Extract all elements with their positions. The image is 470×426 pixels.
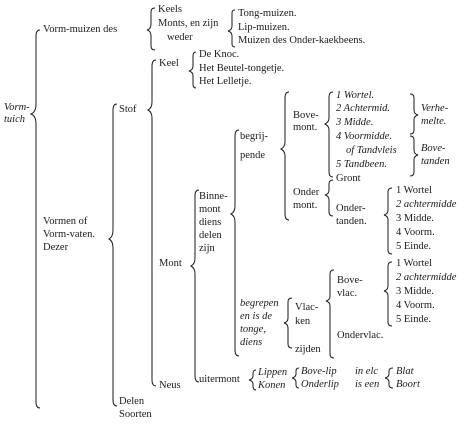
- binnemont-2: mont: [199, 204, 221, 215]
- bove-item-3: 3 Midde.: [336, 117, 374, 128]
- bovetanden-1: Bove-: [421, 143, 446, 154]
- ondertanden-2: tanden.: [336, 216, 367, 227]
- soorten-label: Soorten: [119, 409, 152, 420]
- uitermont-label: uitermont: [199, 374, 240, 385]
- onder-muizen: Muizen des Onder-kaekbeens.: [238, 35, 366, 46]
- weder-label: weder: [167, 32, 193, 43]
- vlacken-2: ken: [295, 316, 311, 327]
- boort-label: Boort: [396, 379, 420, 390]
- bv-item-5: 5 Einde.: [396, 314, 431, 325]
- monts-label: Monts, en zijn: [158, 18, 219, 29]
- vormen-label-1: Vormen of: [43, 216, 88, 227]
- root-label-2: tuich: [4, 114, 25, 125]
- begrepen-3: tonge,: [240, 324, 266, 335]
- bovevlac-1: Bove-: [337, 275, 363, 286]
- keel-lelletje: Het Lelletje.: [199, 76, 252, 87]
- keel-label: Keel: [159, 58, 179, 69]
- bovemont-2: mont.: [293, 122, 318, 133]
- root-label-1: Vorm-: [4, 102, 30, 113]
- stof-label: Stof: [119, 104, 137, 115]
- brace-uitermont: [249, 370, 256, 390]
- ot-item-4: 4 Voorm.: [396, 227, 435, 238]
- begrepen-4: diens: [240, 337, 263, 348]
- vormen-label-3: Dezer: [43, 242, 69, 253]
- keels-label: Keels: [158, 4, 182, 15]
- begrijpende-2: pende: [240, 150, 266, 161]
- brace-ondermont: [325, 180, 333, 216]
- vormen-label-2: Vorm-vaten.: [43, 229, 96, 240]
- blat-label: Blat: [396, 366, 414, 377]
- bovetanden-2: tanden: [421, 156, 450, 167]
- lip-muizen: Lip-muizen.: [238, 22, 290, 33]
- brace-bovetanden: [410, 136, 418, 176]
- brace-blat: [385, 368, 393, 388]
- bv-item-1: 1 Wortel: [396, 258, 432, 269]
- begrepen-1: begrepen: [240, 298, 279, 309]
- brace-bovevlac: [384, 262, 392, 326]
- brace-vlacken: [326, 270, 334, 358]
- bovevlac-2: vlac.: [337, 288, 358, 299]
- bove-item-5: 5 Tandbeen.: [336, 159, 387, 170]
- gront-label: Gront: [336, 173, 361, 184]
- ot-item-2: 2 achtermidde: [396, 199, 457, 210]
- bovemont-1: Bove-: [293, 110, 319, 121]
- brace-vormen: [109, 104, 117, 406]
- onderlip-label: Onderlip: [301, 379, 339, 390]
- keel-beutel: Het Beutel-tongetje.: [199, 63, 285, 74]
- bove-item-4b: of Tandvleis: [346, 145, 397, 156]
- bv-item-3: 3 Midde.: [396, 286, 434, 297]
- binnemont-3: diens: [199, 217, 222, 228]
- ondervlac-label: Ondervlac.: [337, 330, 384, 341]
- brace-verhemelte: [410, 94, 418, 134]
- begrijpende-1: begrij-: [240, 131, 268, 142]
- brace-binnemont: [231, 130, 239, 356]
- tong-muizen: Tong-muizen.: [238, 8, 297, 19]
- bove-item-1: 1 Wortel.: [336, 90, 375, 101]
- brace-begrijpende: [281, 92, 289, 220]
- bovelip-label: Bove-lip: [301, 366, 337, 377]
- delen-label: Delen: [119, 396, 145, 407]
- in-elc-label: in elc: [355, 366, 379, 377]
- is-een-label: is een: [355, 379, 380, 390]
- lippen-label: Lippen: [258, 367, 288, 378]
- brace-muizen-items: [228, 10, 235, 47]
- bove-item-4: 4 Voormidde.: [336, 131, 392, 142]
- binnemont-5: zijn: [199, 243, 215, 254]
- neus-label: Neus: [159, 380, 181, 391]
- binnemont-1: Binne-: [199, 191, 228, 202]
- brace-vorm-muizen: [147, 8, 155, 50]
- keel-knoc: De Knoc.: [199, 49, 240, 60]
- brace-lippen: [292, 368, 299, 388]
- mont-label: Mont: [159, 258, 182, 269]
- brace-bovemont: [325, 92, 333, 177]
- brace-begrepen: [284, 298, 292, 348]
- bove-item-2: 2 Achtermid.: [336, 103, 391, 114]
- brace-root: [31, 30, 40, 408]
- ot-item-1: 1 Wortel: [396, 185, 432, 196]
- bv-item-4: 4 Voorm.: [396, 300, 435, 311]
- brace-keel: [189, 52, 196, 88]
- ot-item-5: 5 Einde.: [396, 241, 431, 252]
- konen-label: Konen: [258, 380, 286, 391]
- ondermont-1: Onder: [293, 187, 320, 198]
- brace-stof: [148, 60, 156, 386]
- brace-mont: [191, 190, 199, 382]
- verhemelte-2: melte.: [421, 116, 447, 127]
- vlacken-1: Vlac-: [295, 302, 319, 313]
- ondertanden-1: Onder-: [336, 203, 366, 214]
- bv-item-2: 2 achtermidde: [396, 272, 457, 283]
- ondermont-2: mont.: [293, 200, 318, 211]
- brace-ondertanden: [384, 188, 392, 254]
- zijden-label: zijden: [295, 344, 321, 355]
- ot-item-3: 3 Midde.: [396, 213, 434, 224]
- vorm-muizen-label: Vorm-muizen des: [43, 24, 118, 35]
- binnemont-4: delen: [199, 230, 222, 241]
- begrepen-2: en is de: [240, 311, 273, 322]
- verhemelte-1: Verhe-: [421, 103, 449, 114]
